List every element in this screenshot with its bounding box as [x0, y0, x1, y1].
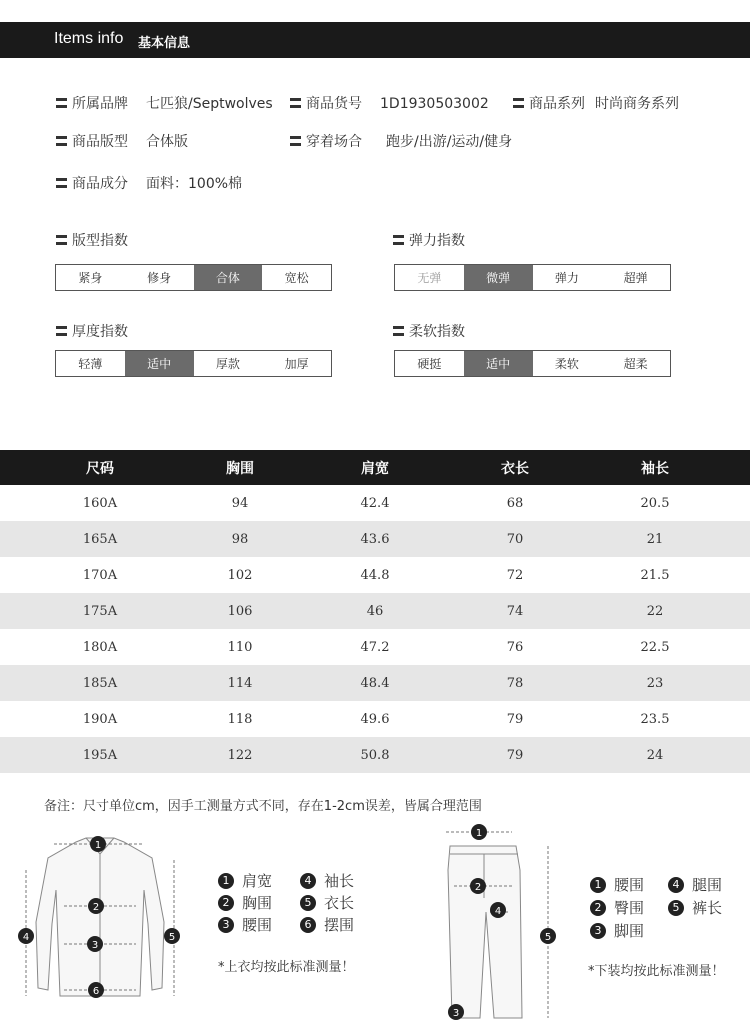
- shirt-legend-item: [300, 892, 354, 913]
- legend-label: 腿围: [692, 876, 723, 894]
- fit-scale: [55, 264, 332, 291]
- elastic-option-1: 微弹: [464, 265, 533, 290]
- table-row: [0, 737, 750, 773]
- fit-label: 商品版型: [72, 134, 128, 150]
- header-chest: 胸围: [226, 460, 254, 477]
- table-cell: 170A: [82, 567, 118, 583]
- fit-option-3: 宽松: [284, 271, 309, 285]
- legend-label: 衣长: [324, 894, 355, 912]
- table-cell: 114: [227, 675, 253, 691]
- legend-label: 胸围: [242, 894, 273, 912]
- table-cell: 43.6: [360, 531, 390, 547]
- size-table: [0, 450, 750, 773]
- fit-option-2: 合体: [194, 265, 263, 290]
- fit-scale-title-text: 版型指数: [72, 233, 128, 249]
- fit-option-1: 修身: [147, 271, 172, 285]
- pants-num-2: 2: [474, 882, 482, 893]
- bullet-icon: [56, 326, 67, 336]
- bullet-icon: [513, 98, 524, 108]
- number-icon: 1: [218, 873, 234, 889]
- thickness-option-0: 轻薄: [78, 357, 103, 371]
- elastic-scale-title-text: 弹力指数: [409, 233, 465, 249]
- fit-option-0: 紧身: [78, 271, 103, 285]
- shirt-num-6: 6: [92, 986, 100, 997]
- sku-value: 1D1930503002: [380, 96, 489, 112]
- bullet-icon: [290, 98, 301, 108]
- fit-scale-title: [56, 230, 128, 250]
- header-shoulder: 肩宽: [361, 460, 389, 477]
- pants-num-1: 1: [475, 828, 483, 839]
- header-title-en: Items info: [54, 30, 124, 47]
- table-cell: 98: [231, 531, 249, 547]
- pants-legend-item: [668, 874, 722, 895]
- shirt-num-1: 1: [94, 840, 102, 851]
- number-icon: 6: [300, 917, 316, 933]
- table-row: [0, 485, 750, 521]
- table-cell: 102: [227, 567, 253, 583]
- info-occasion: [290, 131, 512, 151]
- items-info-header: [0, 22, 750, 58]
- brand-value: 七匹狼/Septwolves: [146, 96, 273, 112]
- table-cell: 110: [227, 639, 253, 655]
- number-icon: 5: [300, 895, 316, 911]
- pants-num-5: 5: [544, 932, 552, 943]
- table-cell: 175A: [82, 603, 118, 619]
- table-cell: 48.4: [360, 675, 390, 691]
- table-cell: 21: [646, 531, 664, 547]
- legend-label: 袖长: [324, 872, 355, 890]
- table-row: [0, 593, 750, 629]
- number-icon: 5: [668, 900, 684, 916]
- shirt-num-5: 5: [168, 932, 176, 943]
- info-brand: [56, 93, 273, 113]
- number-icon: 4: [668, 877, 684, 893]
- table-cell: 180A: [82, 639, 118, 655]
- measurement-note: 备注：尺寸单位cm，因手工测量方式不同，存在1-2cm误差，皆属合理范围: [44, 799, 482, 814]
- material-value: 面料：100%棉: [146, 176, 243, 192]
- table-cell: 46: [366, 603, 384, 619]
- elastic-option-0: 无弹: [417, 271, 442, 285]
- table-row: [0, 557, 750, 593]
- thickness-scale-title-text: 厚度指数: [72, 324, 128, 340]
- softness-option-1: 适中: [464, 351, 533, 376]
- table-cell: 190A: [82, 711, 118, 727]
- sku-label: 商品货号: [306, 96, 362, 112]
- legend-label: 摆围: [324, 916, 355, 934]
- elastic-scale-title: [393, 230, 465, 250]
- shirt-num-4: 4: [22, 932, 30, 943]
- elastic-option-2: 弹力: [554, 271, 579, 285]
- occasion-value: 跑步/出游/运动/健身: [386, 134, 513, 150]
- table-cell: 106: [227, 603, 253, 619]
- table-cell: 22: [646, 603, 664, 619]
- number-icon: 4: [300, 873, 316, 889]
- info-fit: [56, 131, 188, 151]
- pants-diagram: [438, 822, 563, 1025]
- pants-legend-item: [590, 920, 644, 941]
- info-series: [513, 93, 679, 113]
- info-material: [56, 173, 242, 193]
- shirt-legend-item: [218, 914, 272, 935]
- table-cell: 94: [231, 495, 249, 511]
- thickness-scale-title: [56, 321, 128, 341]
- number-icon: 2: [218, 895, 234, 911]
- thickness-option-2: 厚款: [215, 357, 240, 371]
- bullet-icon: [56, 136, 67, 146]
- table-cell: 70: [506, 531, 524, 547]
- pants-num-4: 4: [494, 906, 502, 917]
- softness-option-3: 超柔: [623, 357, 648, 371]
- legend-label: 腰围: [614, 876, 645, 894]
- shirt-num-2: 2: [92, 902, 100, 913]
- softness-option-0: 硬挺: [417, 357, 442, 371]
- series-value: 时尚商务系列: [595, 96, 679, 112]
- fit-value: 合体版: [146, 134, 188, 150]
- pants-legend-item: [590, 897, 644, 918]
- elastic-scale: [394, 264, 671, 291]
- table-cell: 68: [506, 495, 524, 511]
- table-row: [0, 665, 750, 701]
- bullet-icon: [56, 235, 67, 245]
- table-cell: 74: [506, 603, 524, 619]
- table-cell: 79: [506, 711, 524, 727]
- table-cell: 165A: [82, 531, 118, 547]
- table-cell: 49.6: [360, 711, 390, 727]
- legend-label: 脚围: [614, 922, 645, 940]
- occasion-label: 穿着场合: [306, 134, 362, 150]
- table-cell: 47.2: [360, 639, 390, 655]
- thickness-option-3: 加厚: [284, 357, 309, 371]
- thickness-scale: [55, 350, 332, 377]
- softness-option-2: 柔软: [554, 357, 579, 371]
- table-cell: 195A: [82, 747, 118, 763]
- table-row: [0, 629, 750, 665]
- shirt-diagram: [14, 830, 189, 1005]
- size-table-body: [0, 485, 750, 773]
- table-cell: 24: [646, 747, 664, 763]
- shirt-legend-item: [218, 870, 272, 891]
- table-cell: 76: [506, 639, 524, 655]
- table-cell: 72: [506, 567, 524, 583]
- shirt-legend-note: *上衣均按此标准测量！: [218, 960, 355, 975]
- number-icon: 1: [590, 877, 606, 893]
- elastic-option-3: 超弹: [623, 271, 648, 285]
- table-cell: 160A: [82, 495, 118, 511]
- table-row: [0, 701, 750, 737]
- size-table-header: [0, 450, 750, 485]
- shirt-legend-item: [300, 914, 354, 935]
- softness-scale: [394, 350, 671, 377]
- pants-legend-item: [668, 897, 722, 918]
- table-cell: 42.4: [360, 495, 390, 511]
- pants-num-3: 3: [452, 1008, 460, 1019]
- shirt-legend-item: [218, 892, 272, 913]
- bullet-icon: [393, 235, 404, 245]
- series-label: 商品系列: [529, 96, 585, 112]
- bullet-icon: [56, 98, 67, 108]
- table-cell: 50.8: [360, 747, 390, 763]
- table-cell: 122: [227, 747, 253, 763]
- table-cell: 78: [506, 675, 524, 691]
- bullet-icon: [393, 326, 404, 336]
- legend-label: 腰围: [242, 916, 273, 934]
- info-sku: [290, 93, 489, 113]
- softness-scale-title: [393, 321, 465, 341]
- header-title-cn: 基本信息: [138, 36, 191, 51]
- legend-label: 臀围: [614, 899, 645, 917]
- thickness-option-1: 适中: [125, 351, 194, 376]
- table-cell: 23: [646, 675, 664, 691]
- shirt-legend-item: [300, 870, 354, 891]
- header-sleeve: 袖长: [641, 460, 669, 477]
- table-cell: 23.5: [640, 711, 670, 727]
- material-label: 商品成分: [72, 176, 128, 192]
- header-length: 衣长: [501, 460, 529, 477]
- bullet-icon: [290, 136, 301, 146]
- legend-label: 肩宽: [242, 872, 273, 890]
- table-cell: 79: [506, 747, 524, 763]
- bullet-icon: [56, 178, 67, 188]
- shirt-num-3: 3: [91, 940, 99, 951]
- header-size: 尺码: [86, 460, 114, 477]
- softness-scale-title-text: 柔软指数: [409, 324, 465, 340]
- table-cell: 185A: [82, 675, 118, 691]
- number-icon: 3: [590, 923, 606, 939]
- legend-label: 裤长: [692, 899, 723, 917]
- number-icon: 2: [590, 900, 606, 916]
- table-cell: 21.5: [640, 567, 670, 583]
- table-cell: 20.5: [640, 495, 670, 511]
- table-row: [0, 521, 750, 557]
- number-icon: 3: [218, 917, 234, 933]
- table-cell: 44.8: [360, 567, 390, 583]
- table-cell: 118: [227, 711, 253, 727]
- pants-legend-item: [590, 874, 644, 895]
- table-cell: 22.5: [640, 639, 670, 655]
- brand-label: 所属品牌: [72, 96, 128, 112]
- pants-legend-note: *下装均按此标准测量！: [588, 964, 725, 979]
